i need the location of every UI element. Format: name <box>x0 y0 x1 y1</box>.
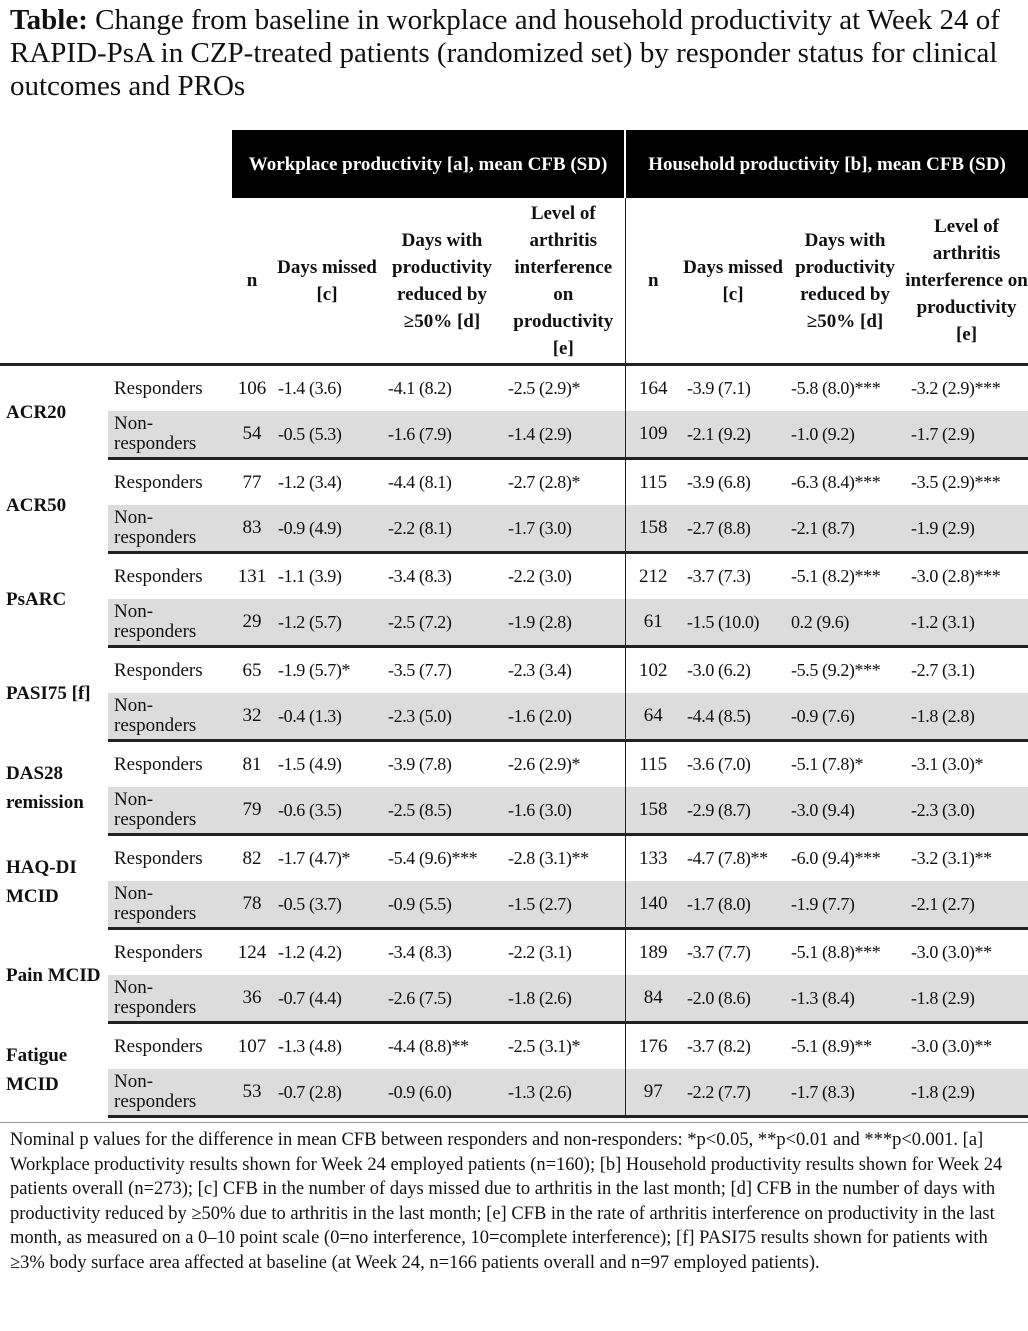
value-cell: -2.9 (8.7) <box>681 787 785 835</box>
value-cell: -3.5 (2.9)*** <box>911 472 1001 492</box>
value-cell: -1.7 (3.0) <box>502 505 625 553</box>
table-row <box>0 741 1028 788</box>
value-cell: -1.2 (4.2) <box>278 942 342 962</box>
table-row <box>0 365 1028 412</box>
value-cell: -3.0 (9.4) <box>785 787 905 835</box>
value-cell: -1.1 (3.9) <box>278 566 342 586</box>
title-text: Change from baseline in workplace and household productivity at Week 24 of RAPID-PsA in CZP-treated patients (randomized set) by responder status for clinical outcomes and PROs <box>10 4 1000 102</box>
n-cell: 64 <box>625 693 681 741</box>
value-cell: -4.4 (8.8)** <box>388 1036 469 1056</box>
value-cell: -2.7 (2.8)* <box>508 472 581 492</box>
household-col-header: n <box>625 198 681 365</box>
value-cell: -1.7 (8.0) <box>681 881 785 929</box>
value-cell: -1.9 (7.7) <box>785 881 905 929</box>
n-cell: 53 <box>232 1069 272 1117</box>
row-label: Non- responders <box>108 1069 232 1117</box>
row-label: Responders <box>114 847 203 869</box>
value-cell: -2.2 (3.1) <box>508 942 572 962</box>
n-cell: 124 <box>237 941 267 963</box>
value-cell: 0.2 (9.6) <box>785 599 905 647</box>
table-row <box>0 975 1028 1023</box>
value-cell: -1.8 (2.9) <box>905 975 1028 1023</box>
value-cell: -3.1 (3.0)* <box>911 754 984 774</box>
value-cell: -3.4 (8.3) <box>388 566 452 586</box>
value-cell: -1.2 (3.4) <box>278 472 342 492</box>
value-cell: -1.3 (8.4) <box>785 975 905 1023</box>
group-label: Fatigue MCID <box>6 1044 68 1095</box>
footnote: Nominal p values for the difference in mean CFB between responders and non-responders: *p<0.05, **p<0.01 and ***p<0.001. [a] Workplace productivity results shown for Week 24 employed patients (n=160); [b] Household productivity results shown for Week 24 patients overall (n=273); [c] CFB in the number of days missed due to arthritis in the last month; [d] CFB in the number of days with productivity reduced by ≥50% due to arthritis in the last month; [e] CFB in the rate of arthritis interference on productivity in the last month, as measured on a 0–10 point scale (0=no interference, 10=complete interference); [f] PASI75 results shown for patients with ≥3% body surface area affected at baseline (at Week 24, n=166 patients overall and n=97 employed patients). <box>10 1130 1003 1273</box>
value-cell: -3.7 (7.7) <box>687 942 751 962</box>
row-label: Responders <box>114 471 203 493</box>
n-cell: 107 <box>237 1035 267 1057</box>
value-cell: -3.9 (7.1) <box>687 378 751 398</box>
table-row <box>0 553 1028 600</box>
value-cell: -1.3 (2.6) <box>502 1069 625 1117</box>
value-cell: -2.5 (7.2) <box>382 599 502 647</box>
header-blank <box>0 130 232 198</box>
productivity-table <box>0 130 1028 1118</box>
table-row <box>0 1069 1028 1117</box>
value-cell: -2.1 (2.7) <box>905 881 1028 929</box>
n-cell: 84 <box>625 975 681 1023</box>
value-cell: -3.0 (2.8)*** <box>911 566 1001 586</box>
footnote-divider <box>0 1122 1028 1123</box>
n-cell: 83 <box>232 505 272 553</box>
value-cell: -3.2 (3.1)** <box>911 848 992 868</box>
group-label: DAS28 remission <box>6 762 84 813</box>
value-cell: -0.9 (7.6) <box>785 693 905 741</box>
value-cell: -4.4 (8.5) <box>681 693 785 741</box>
value-cell: -1.4 (3.6) <box>278 378 342 398</box>
group-label: Pain MCID <box>6 965 101 986</box>
value-cell: -0.7 (2.8) <box>272 1069 382 1117</box>
value-cell: -2.0 (8.6) <box>681 975 785 1023</box>
value-cell: -2.5 (3.1)* <box>508 1036 581 1056</box>
value-cell: -4.7 (7.8)** <box>687 848 768 868</box>
n-cell: 140 <box>625 881 681 929</box>
value-cell: -1.9 (5.7)* <box>278 660 351 680</box>
value-cell: -1.8 (2.6) <box>502 975 625 1023</box>
value-cell: -3.9 (7.8) <box>388 754 452 774</box>
value-cell: -4.4 (8.1) <box>388 472 452 492</box>
n-cell: 115 <box>625 741 681 788</box>
n-cell: 164 <box>625 365 681 412</box>
value-cell: -6.3 (8.4)*** <box>791 472 881 492</box>
value-cell: -2.2 (7.7) <box>681 1069 785 1117</box>
n-cell: 78 <box>232 881 272 929</box>
value-cell: -5.4 (9.6)*** <box>388 848 478 868</box>
table-row <box>0 411 1028 459</box>
value-cell: -2.2 (3.0) <box>508 566 572 586</box>
household-col-header: Level of arthritis interference on productivity [e] <box>905 198 1028 365</box>
value-cell: -2.2 (8.1) <box>382 505 502 553</box>
value-cell: -5.1 (7.8)* <box>791 754 864 774</box>
workplace-col-header: Level of arthritis interference on productivity [e] <box>502 198 625 365</box>
workplace-col-header: Days with productivity reduced by ≥50% [d] <box>382 198 502 365</box>
value-cell: -2.3 (5.0) <box>382 693 502 741</box>
n-cell: 36 <box>232 975 272 1023</box>
value-cell: -5.5 (9.2)*** <box>791 660 881 680</box>
value-cell: -1.7 (2.9) <box>905 411 1028 459</box>
header-workplace: Workplace productivity [a], mean CFB (SD) <box>232 130 625 198</box>
group-label: ACR20 <box>6 401 67 423</box>
subheader-blank <box>0 198 232 365</box>
value-cell: -3.0 (3.0)** <box>911 1036 992 1056</box>
value-cell: -1.6 (2.0) <box>502 693 625 741</box>
header-household: Household productivity [b], mean CFB (SD) <box>625 130 1028 198</box>
table-row <box>0 505 1028 553</box>
value-cell: -2.3 (3.4) <box>508 660 572 680</box>
value-cell: -2.6 (2.9)* <box>508 754 581 774</box>
n-cell: 131 <box>237 565 267 587</box>
group-label: ACR50 <box>6 495 67 516</box>
group-label: PsARC <box>6 589 67 610</box>
row-label: Non- responders <box>108 693 232 741</box>
value-cell: -2.5 (2.9)* <box>508 378 581 398</box>
row-label: Responders <box>114 1035 203 1057</box>
row-label: Non- responders <box>108 505 232 553</box>
value-cell: -1.8 (2.9) <box>905 1069 1028 1117</box>
row-label: Responders <box>114 377 203 399</box>
workplace-col-header: Days missed [c] <box>272 198 382 365</box>
value-cell: -3.7 (8.2) <box>687 1036 751 1056</box>
n-cell: 176 <box>625 1023 681 1070</box>
n-cell: 158 <box>625 787 681 835</box>
value-cell: -5.1 (8.2)*** <box>791 566 881 586</box>
row-label: Non- responders <box>108 881 232 929</box>
n-cell: 77 <box>242 471 262 493</box>
row-label: Responders <box>114 753 203 775</box>
row-label: Responders <box>114 659 203 681</box>
table-row <box>0 459 1028 506</box>
value-cell: -2.8 (3.1)** <box>508 848 589 868</box>
value-cell: -6.0 (9.4)*** <box>791 848 881 868</box>
value-cell: -1.2 (3.1) <box>905 599 1028 647</box>
table-row <box>0 647 1028 694</box>
value-cell: -3.0 (6.2) <box>687 660 751 680</box>
n-cell: 133 <box>625 835 681 882</box>
value-cell: -1.8 (2.8) <box>905 693 1028 741</box>
household-col-header: Days with productivity reduced by ≥50% [d] <box>785 198 905 365</box>
n-cell: 212 <box>625 553 681 600</box>
value-cell: -3.4 (8.3) <box>388 942 452 962</box>
value-cell: -3.9 (6.8) <box>687 472 751 492</box>
n-cell: 54 <box>232 411 272 459</box>
value-cell: -1.5 (10.0) <box>681 599 785 647</box>
n-cell: 106 <box>237 377 267 399</box>
value-cell: -2.1 (9.2) <box>681 411 785 459</box>
value-cell: -0.9 (6.0) <box>382 1069 502 1117</box>
value-cell: -5.1 (8.8)*** <box>791 942 881 962</box>
n-cell: 82 <box>242 847 262 869</box>
n-cell: 79 <box>232 787 272 835</box>
row-label: Responders <box>114 941 203 963</box>
table-row <box>0 787 1028 835</box>
value-cell: -1.6 (3.0) <box>502 787 625 835</box>
value-cell: -0.5 (3.7) <box>272 881 382 929</box>
value-cell: -4.1 (8.2) <box>388 378 452 398</box>
value-cell: -1.9 (2.9) <box>905 505 1028 553</box>
table-row <box>0 1023 1028 1070</box>
value-cell: -2.7 (3.1) <box>911 660 975 680</box>
row-label: Responders <box>114 565 203 587</box>
n-cell: 109 <box>625 411 681 459</box>
title-prefix: Table: <box>10 4 88 36</box>
value-cell: -1.7 (4.7)* <box>278 848 351 868</box>
value-cell: -0.9 (5.5) <box>382 881 502 929</box>
n-cell: 81 <box>242 753 262 775</box>
value-cell: -5.8 (8.0)*** <box>791 378 881 398</box>
value-cell: -2.6 (7.5) <box>382 975 502 1023</box>
n-cell: 102 <box>625 647 681 694</box>
value-cell: -3.5 (7.7) <box>388 660 452 680</box>
value-cell: -0.6 (3.5) <box>272 787 382 835</box>
n-cell: 61 <box>625 599 681 647</box>
table-row <box>0 693 1028 741</box>
value-cell: -0.7 (4.4) <box>272 975 382 1023</box>
value-cell: -5.1 (8.9)** <box>791 1036 872 1056</box>
workplace-col-header: n <box>232 198 272 365</box>
household-col-header: Days missed [c] <box>681 198 785 365</box>
value-cell: -2.7 (8.8) <box>681 505 785 553</box>
value-cell: -2.5 (8.5) <box>382 787 502 835</box>
value-cell: -1.5 (2.7) <box>502 881 625 929</box>
value-cell: -3.6 (7.0) <box>687 754 751 774</box>
n-cell: 29 <box>232 599 272 647</box>
table-title <box>10 4 1025 103</box>
table-row <box>0 929 1028 976</box>
value-cell: -1.2 (5.7) <box>272 599 382 647</box>
group-label: PASI75 [f] <box>6 683 91 704</box>
n-cell: 189 <box>625 929 681 976</box>
value-cell: -0.4 (1.3) <box>272 693 382 741</box>
value-cell: -2.3 (3.0) <box>905 787 1028 835</box>
value-cell: -1.7 (8.3) <box>785 1069 905 1117</box>
table-row <box>0 599 1028 647</box>
table-row <box>0 881 1028 929</box>
value-cell: -3.7 (7.3) <box>687 566 751 586</box>
value-cell: -2.1 (8.7) <box>785 505 905 553</box>
value-cell: -0.9 (4.9) <box>272 505 382 553</box>
value-cell: -3.0 (3.0)** <box>911 942 992 962</box>
table-row <box>0 835 1028 882</box>
value-cell: -1.0 (9.2) <box>785 411 905 459</box>
group-label: HAQ-DI MCID <box>6 856 77 907</box>
row-label: Non- responders <box>108 599 232 647</box>
value-cell: -3.2 (2.9)*** <box>911 378 1001 398</box>
n-cell: 97 <box>625 1069 681 1117</box>
n-cell: 158 <box>625 505 681 553</box>
row-label: Non- responders <box>108 975 232 1023</box>
value-cell: -1.5 (4.9) <box>278 754 342 774</box>
n-cell: 65 <box>242 659 262 681</box>
row-label: Non- responders <box>108 411 232 459</box>
n-cell: 115 <box>625 459 681 506</box>
value-cell: -0.5 (5.3) <box>272 411 382 459</box>
n-cell: 32 <box>232 693 272 741</box>
value-cell: -1.3 (4.8) <box>278 1036 342 1056</box>
value-cell: -1.9 (2.8) <box>502 599 625 647</box>
row-label: Non- responders <box>108 787 232 835</box>
value-cell: -1.4 (2.9) <box>502 411 625 459</box>
value-cell: -1.6 (7.9) <box>382 411 502 459</box>
